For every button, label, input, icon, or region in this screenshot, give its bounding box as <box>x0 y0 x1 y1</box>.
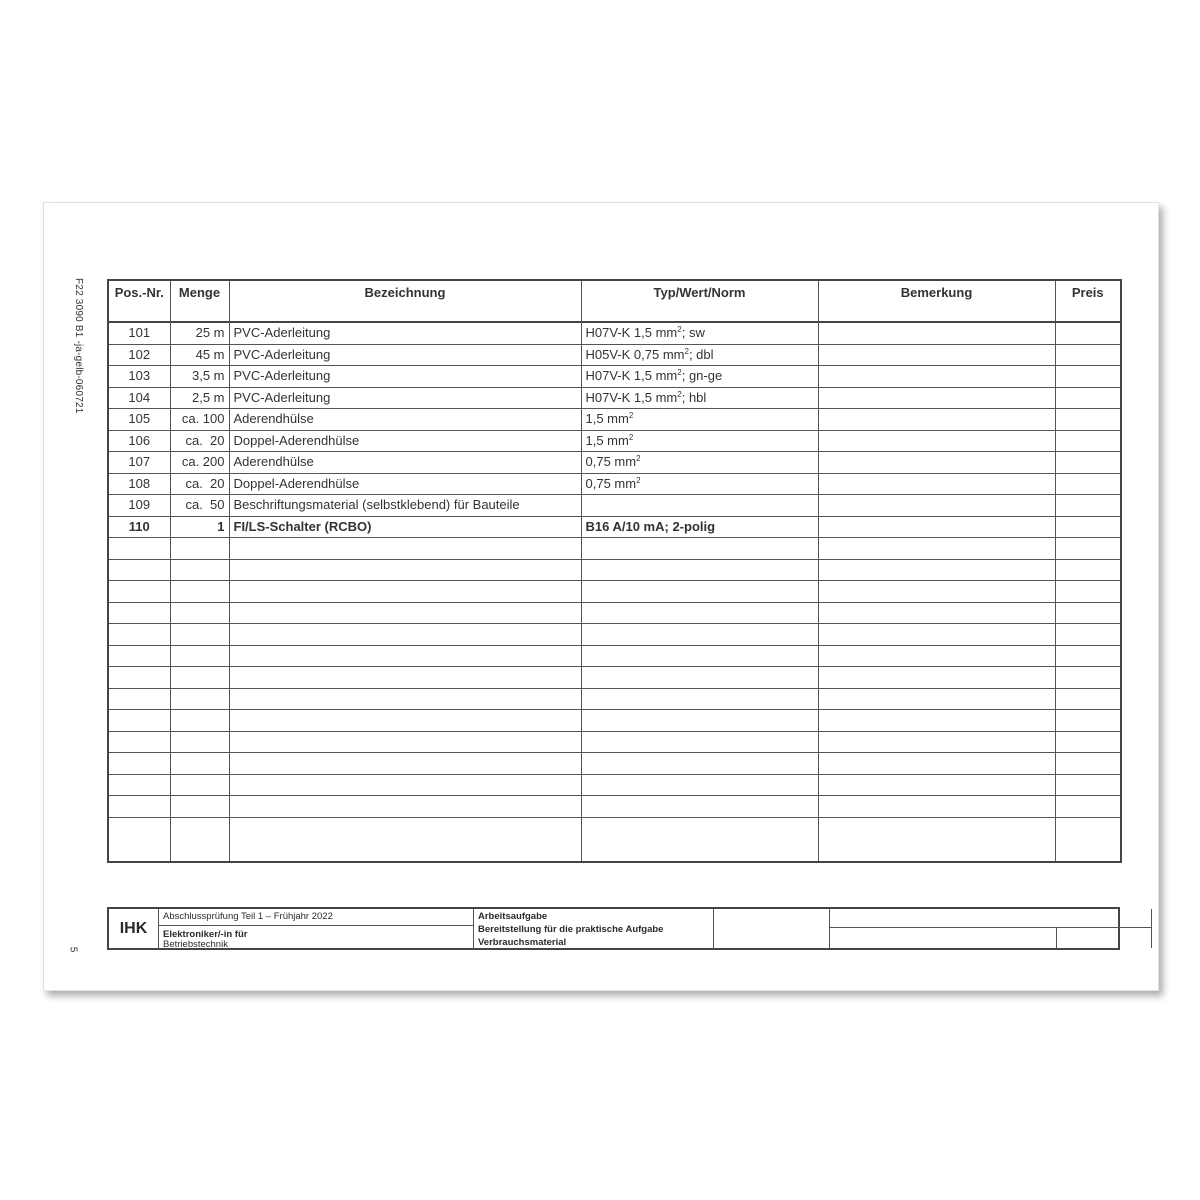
cell-menge <box>170 710 229 732</box>
cell-bezeichnung <box>229 731 581 753</box>
material-table <box>107 279 1122 863</box>
cell-pos <box>108 624 170 646</box>
cell-bezeichnung <box>229 645 581 667</box>
cell-bezeichnung: Aderendhülse <box>229 409 581 431</box>
cell-bemerkung <box>818 409 1055 431</box>
cell-preis <box>1055 322 1121 344</box>
cell-pos <box>108 538 170 560</box>
table-row-empty <box>108 559 1121 581</box>
cell-pos <box>108 710 170 732</box>
footer-field-3 <box>1152 909 1200 948</box>
exam-title: Abschlussprüfung Teil 1 – Frühjahr 2022 <box>163 911 333 922</box>
cell-typ <box>581 817 818 862</box>
footer-title-block <box>107 907 1120 950</box>
cell-bezeichnung <box>229 796 581 818</box>
cell-preis <box>1055 645 1121 667</box>
cell-bemerkung <box>818 645 1055 667</box>
cell-menge <box>170 688 229 710</box>
cell-menge: 25 m <box>170 322 229 344</box>
cell-preis <box>1055 817 1121 862</box>
cell-bezeichnung <box>229 538 581 560</box>
typ-value: 0,75 mm <box>585 454 637 470</box>
cell-bemerkung <box>818 688 1055 710</box>
header-preis: Preis <box>1055 280 1121 322</box>
cell-preis <box>1055 559 1121 581</box>
header-bemerkung: Bemerkung <box>818 280 1055 322</box>
cell-bemerkung <box>818 602 1055 624</box>
cell-preis <box>1055 753 1121 775</box>
typ-exponent: 2 <box>684 346 689 356</box>
typ-suffix: ; dbl <box>688 346 714 362</box>
cell-menge <box>170 624 229 646</box>
footer-field-2 <box>830 909 1152 948</box>
cell-typ <box>581 495 818 517</box>
cell-bemerkung <box>818 817 1055 862</box>
task-label: Arbeitsaufgabe <box>478 911 548 922</box>
typ-exponent: 2 <box>677 389 682 399</box>
cell-typ <box>581 796 818 818</box>
typ-suffix: ; sw <box>681 325 705 341</box>
cell-typ <box>581 645 818 667</box>
cell-pos: 106 <box>108 430 170 452</box>
cell-bezeichnung <box>229 710 581 732</box>
cell-bemerkung <box>818 667 1055 689</box>
cell-menge: ca. 20 <box>170 473 229 495</box>
cell-typ <box>581 710 818 732</box>
cell-bemerkung <box>818 710 1055 732</box>
cell-pos: 104 <box>108 387 170 409</box>
cell-preis <box>1055 796 1121 818</box>
cell-bezeichnung: Beschriftungsmaterial (selbstklebend) für Bauteile <box>229 495 581 517</box>
document-code: F22 3090 B1 -ja-gelb-060721 <box>73 278 84 414</box>
table-row-empty <box>108 817 1121 862</box>
table-row <box>108 452 1121 474</box>
cell-bezeichnung: PVC-Aderleitung <box>229 322 581 344</box>
cell-pos <box>108 731 170 753</box>
table-row-empty <box>108 538 1121 560</box>
typ-value: H07V-K 1,5 mm <box>585 368 678 384</box>
cell-typ <box>581 366 818 388</box>
table-row <box>108 387 1121 409</box>
table-row-empty <box>108 774 1121 796</box>
cell-bezeichnung: Doppel-Aderendhülse <box>229 430 581 452</box>
cell-bezeichnung: PVC-Aderleitung <box>229 366 581 388</box>
cell-pos: 105 <box>108 409 170 431</box>
table-header-row <box>108 280 1121 322</box>
typ-value: H05V-K 0,75 mm <box>585 346 685 362</box>
typ-value: B16 A/10 mA; 2-polig <box>585 518 716 534</box>
cell-bemerkung <box>818 495 1055 517</box>
cell-pos <box>108 796 170 818</box>
profession-line2: Betriebstechnik <box>163 939 228 950</box>
cell-menge: ca. 200 <box>170 452 229 474</box>
table-row <box>108 322 1121 344</box>
cell-pos <box>108 688 170 710</box>
header-menge: Menge <box>170 280 229 322</box>
cell-preis <box>1055 387 1121 409</box>
cell-preis <box>1055 473 1121 495</box>
cell-typ <box>581 602 818 624</box>
cell-menge <box>170 667 229 689</box>
table-row <box>108 516 1121 538</box>
table-row <box>108 473 1121 495</box>
cell-preis <box>1055 495 1121 517</box>
cell-preis <box>1055 731 1121 753</box>
cell-bemerkung <box>818 731 1055 753</box>
cell-menge <box>170 753 229 775</box>
cell-bemerkung <box>818 452 1055 474</box>
table-row-empty <box>108 710 1121 732</box>
cell-bemerkung <box>818 796 1055 818</box>
exam-info <box>159 909 474 948</box>
cell-typ <box>581 473 818 495</box>
cell-menge: 2,5 m <box>170 387 229 409</box>
cell-bezeichnung <box>229 559 581 581</box>
typ-value: 0,75 mm <box>585 475 637 491</box>
typ-suffix: ; hbl <box>681 389 707 405</box>
cell-typ <box>581 452 818 474</box>
divider <box>830 927 1151 928</box>
cell-bezeichnung: PVC-Aderleitung <box>229 344 581 366</box>
cell-bemerkung <box>818 430 1055 452</box>
table-row <box>108 344 1121 366</box>
task-info <box>474 909 714 948</box>
cell-menge: ca. 50 <box>170 495 229 517</box>
typ-value: 1,5 mm <box>585 411 629 427</box>
table-row-empty <box>108 602 1121 624</box>
cell-pos <box>108 581 170 603</box>
table-row-empty <box>108 624 1121 646</box>
cell-bemerkung <box>818 559 1055 581</box>
table-row-empty <box>108 581 1121 603</box>
cell-pos <box>108 602 170 624</box>
typ-exponent: 2 <box>677 368 682 378</box>
cell-bezeichnung <box>229 624 581 646</box>
cell-preis <box>1055 366 1121 388</box>
cell-menge <box>170 538 229 560</box>
cell-preis <box>1055 688 1121 710</box>
cell-bemerkung <box>818 624 1055 646</box>
cell-menge <box>170 796 229 818</box>
cell-typ <box>581 538 818 560</box>
table-row-empty <box>108 688 1121 710</box>
cell-bezeichnung <box>229 602 581 624</box>
cell-preis <box>1055 710 1121 732</box>
cell-bezeichnung: Doppel-Aderendhülse <box>229 473 581 495</box>
cell-bezeichnung <box>229 774 581 796</box>
cell-typ <box>581 774 818 796</box>
cell-pos <box>108 559 170 581</box>
cell-preis <box>1055 581 1121 603</box>
cell-pos: 101 <box>108 322 170 344</box>
cell-typ <box>581 344 818 366</box>
cell-bemerkung <box>818 774 1055 796</box>
cell-bemerkung <box>818 387 1055 409</box>
cell-typ <box>581 516 818 538</box>
cell-pos <box>108 667 170 689</box>
typ-value: 1,5 mm <box>585 432 629 448</box>
footer-field-1 <box>714 909 830 948</box>
divider <box>159 925 473 926</box>
cell-bezeichnung: FI/LS-Schalter (RCBO) <box>229 516 581 538</box>
table-row <box>108 495 1121 517</box>
typ-suffix: ; gn-ge <box>681 368 723 384</box>
cell-pos: 107 <box>108 452 170 474</box>
table-row-empty <box>108 731 1121 753</box>
typ-exponent: 2 <box>628 411 634 421</box>
cell-typ <box>581 753 818 775</box>
cell-menge <box>170 731 229 753</box>
cell-typ <box>581 688 818 710</box>
cell-bemerkung <box>818 538 1055 560</box>
typ-exponent: 2 <box>677 325 682 335</box>
cell-bemerkung <box>818 473 1055 495</box>
cell-typ <box>581 409 818 431</box>
cell-typ <box>581 387 818 409</box>
table-row-empty <box>108 796 1121 818</box>
typ-exponent: 2 <box>636 454 641 464</box>
cell-preis <box>1055 624 1121 646</box>
cell-menge: ca. 20 <box>170 430 229 452</box>
header-typ: Typ/Wert/Norm <box>581 280 818 322</box>
cell-typ <box>581 559 818 581</box>
cell-pos <box>108 753 170 775</box>
typ-value: H07V-K 1,5 mm <box>585 389 678 405</box>
cell-bemerkung <box>818 366 1055 388</box>
header-bezeichnung: Bezeichnung <box>229 280 581 322</box>
cell-menge <box>170 774 229 796</box>
cell-preis <box>1055 430 1121 452</box>
table-row <box>108 430 1121 452</box>
cell-menge <box>170 581 229 603</box>
cell-preis <box>1055 667 1121 689</box>
profession-line1: Elektroniker/-in für <box>163 929 248 940</box>
cell-menge: 3,5 m <box>170 366 229 388</box>
cell-pos: 103 <box>108 366 170 388</box>
typ-value: H07V-K 1,5 mm <box>585 325 678 341</box>
cell-typ <box>581 581 818 603</box>
cell-bezeichnung <box>229 688 581 710</box>
cell-bemerkung <box>818 322 1055 344</box>
cell-bezeichnung: Aderendhülse <box>229 452 581 474</box>
cell-bemerkung <box>818 753 1055 775</box>
typ-exponent: 2 <box>636 475 641 485</box>
table-row <box>108 409 1121 431</box>
table-row-empty <box>108 753 1121 775</box>
cell-bezeichnung <box>229 581 581 603</box>
cell-typ <box>581 667 818 689</box>
cell-menge <box>170 645 229 667</box>
cell-pos: 102 <box>108 344 170 366</box>
cell-menge: 1 <box>170 516 229 538</box>
cell-menge: ca. 100 <box>170 409 229 431</box>
cell-bezeichnung: PVC-Aderleitung <box>229 387 581 409</box>
cell-bemerkung <box>818 516 1055 538</box>
task-subtitle: Verbrauchsmaterial <box>478 937 567 948</box>
task-title: Bereitstellung für die praktische Aufgabe <box>478 924 664 935</box>
cell-preis <box>1055 774 1121 796</box>
cell-bemerkung <box>818 344 1055 366</box>
cell-menge <box>170 602 229 624</box>
header-pos: Pos.-Nr. <box>108 280 170 322</box>
cell-pos: 108 <box>108 473 170 495</box>
cell-menge <box>170 817 229 862</box>
cell-typ <box>581 430 818 452</box>
cell-bezeichnung <box>229 817 581 862</box>
divider <box>1056 927 1057 948</box>
cell-typ <box>581 322 818 344</box>
table-row-empty <box>108 667 1121 689</box>
cell-pos: 110 <box>108 516 170 538</box>
cell-preis <box>1055 344 1121 366</box>
cell-typ <box>581 624 818 646</box>
cell-bemerkung <box>818 581 1055 603</box>
cell-menge <box>170 559 229 581</box>
cell-bezeichnung <box>229 667 581 689</box>
table-row <box>108 366 1121 388</box>
cell-preis <box>1055 409 1121 431</box>
cell-pos <box>108 645 170 667</box>
page-number: 5 <box>67 946 79 953</box>
cell-preis <box>1055 602 1121 624</box>
table-row-empty <box>108 645 1121 667</box>
cell-typ <box>581 731 818 753</box>
ihk-logo: IHK <box>109 909 159 948</box>
cell-preis <box>1055 516 1121 538</box>
cell-pos <box>108 774 170 796</box>
cell-pos: 109 <box>108 495 170 517</box>
cell-preis <box>1055 452 1121 474</box>
cell-bezeichnung <box>229 753 581 775</box>
typ-exponent: 2 <box>628 432 634 442</box>
cell-pos <box>108 817 170 862</box>
cell-preis <box>1055 538 1121 560</box>
cell-menge: 45 m <box>170 344 229 366</box>
